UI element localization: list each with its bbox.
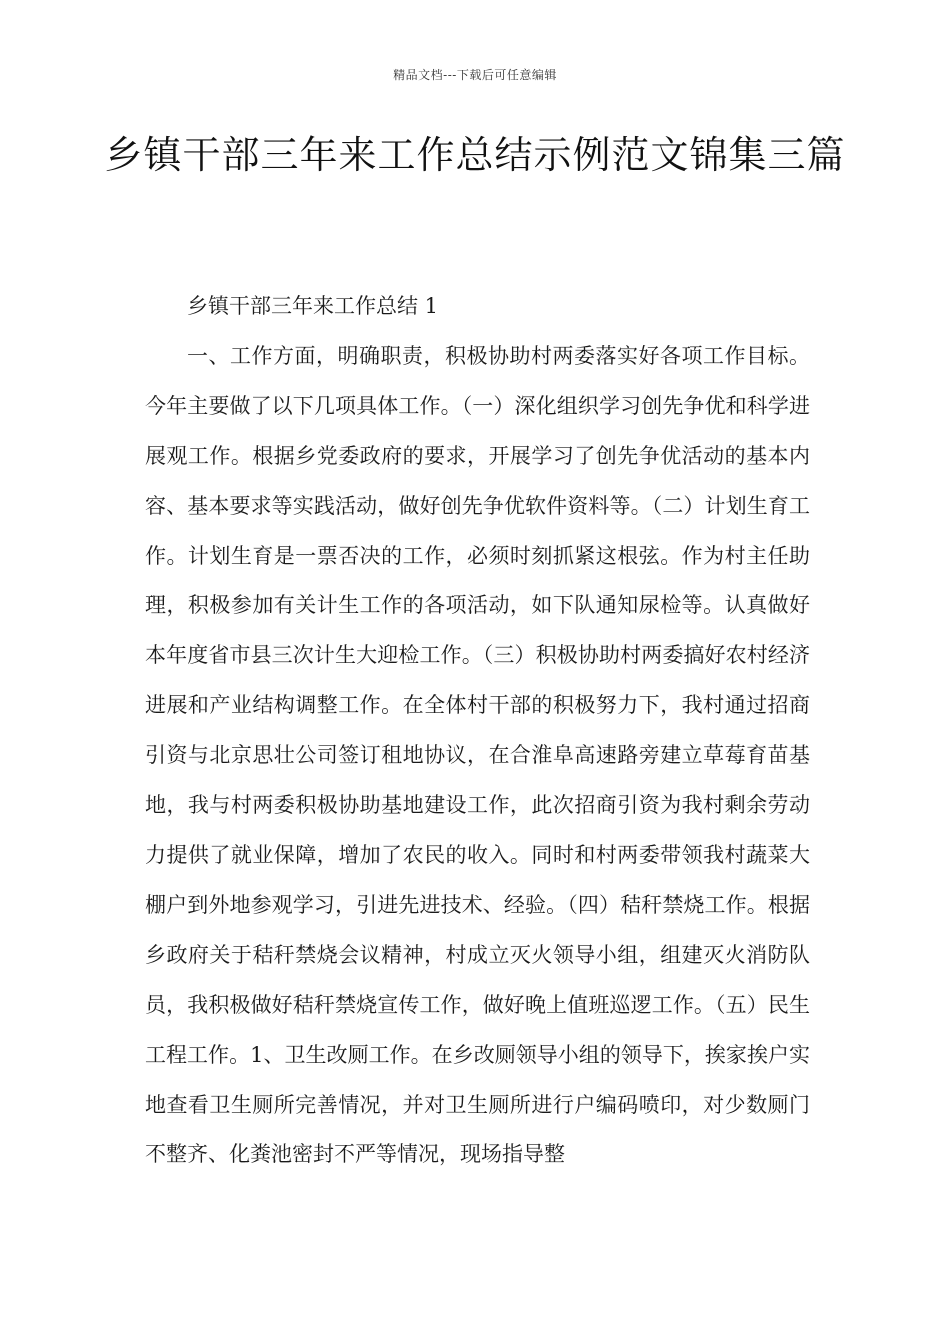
paragraph: 一、工作方面，明确职责，积极协助村两委落实好各项工作目标。今年主要做了以下几项具体工作。（一）深化组织学习创先争优和科学进展观工作。根据乡党委政府的要求，开展学习了创先争优活动的基本内容、基本要求等实践活动，做好创先争优软件资料等。（二）计划生育工作。计划生育是一票否决的工作，必须时刻抓紧这根弦。作为村主任助理，积极参加有关计生工作的各项活动，如下队通知尿检等。认真做好本年度省市县三次计生大迎检工作。（三）积极协助村两委搞好农村经济进展和产业结构调整工作。在全体村干部的积极努力下，我村通过招商引资与北京思壮公司签订租地协议，在合淮阜高速路旁建立草莓育苗基地，我与村两委积极协助基地建设工作，此次招商引资为我村剩余劳动力提供了就业保障，增加了农民的收入。同时和村两委带领我村蔬菜大棚户到外地参观学习，引进先进技术、经验。（四）秸秆禁烧工作。根据乡政府关于秸秆禁烧会议精神，村成立灭火领导小组，组建灭火消防队员，我积极做好秸秆禁烧宣传工作，做好晚上值班巡逻工作。（五）民生工程工作。1、卫生改厕工作。在乡改厕领导小组的领导下，挨家挨户实地查看卫生厕所完善情况，并对卫生厕所进行户编码喷印，对少数厕门不整齐、化粪池密封不严等情况，现场指导整 [145, 343, 810, 1167]
document-title: 乡镇干部三年来工作总结示例范文锦集三篇 [104, 133, 846, 177]
header-note: 精品文档---下载后可任意编辑 [393, 68, 557, 82]
document-body [145, 282, 810, 1180]
section-heading: 乡镇干部三年来工作总结 1 [187, 294, 439, 318]
